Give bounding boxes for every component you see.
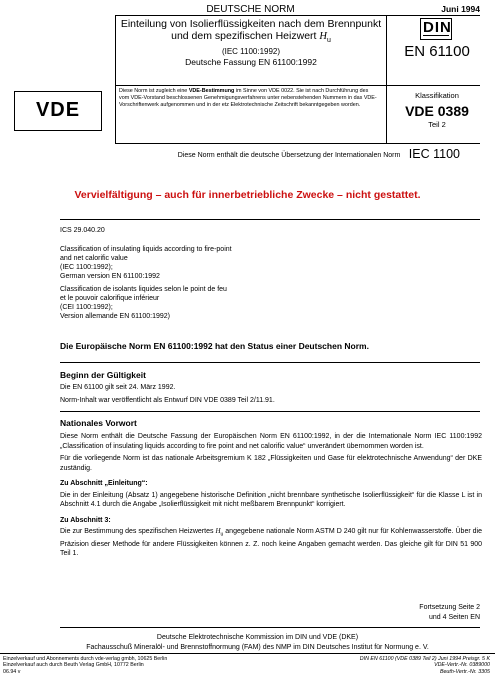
vde-notice: Diese Norm ist zugleich eine VDE-Bestimmung im Sinne von VDE 0022. Sie ist nach Durchführung des vom VDE-Vorstand beschlossenen Genehmigungsverfahrens unter nebenstehenden Nummern in das VDE-Vorschriftenwerk aufgenommen und in der etz Elektrotechnische Zeitschrift bekanntgegeben worden. xyxy=(119,88,377,108)
ics-code: ICS 29.040.20 xyxy=(60,227,105,234)
norm-type: DEUTSCHE NORM xyxy=(206,4,295,15)
foreword-paragraph-1: Diese Norm enthält die Deutsche Fassung der Europäischen Norm EN 61100:1992, in der die Internationale Norm IEC 1100:1992 „Classification of insulating liquids according to fire point and net calorific value“ unverändert übernommen worden ist. xyxy=(60,433,482,450)
german-version: Deutsche Fassung EN 61100:1992 xyxy=(185,57,317,68)
classification-part: Teil 2 xyxy=(428,120,446,129)
footer-rule xyxy=(0,653,495,654)
introduction-text: Die in der Einleitung (Absatz 1) angegebene historische Definition „nicht brennbare synthetische Isolierflüssigkeit“ für die Klasse L ist in Abschnitt 4.1 durch die Angabe „Isolierflüssigkeit mit nicht meßbarem Brennpunkt“ korrigiert. xyxy=(60,491,482,508)
validity-rule xyxy=(60,411,480,412)
din-logo: DIN xyxy=(420,18,452,40)
continuation-note: Fortsetzung Seite 2 und 4 Seiten EN xyxy=(419,604,480,621)
section-3-text: Die zur Bestimmung des spezifischen Heizwertes $H_u$ angegebene nationale Norm ASTM D 240 gilt nur für Kohlenwasserstoffe. Über die Präzision dieser Methode für andere Flüssigkeiten können z. Z. noch keine Angaben gemacht werden. Das gleiche gilt für DIN 51 900 Teil 1. xyxy=(60,527,482,558)
standard-number: EN 61100 xyxy=(404,43,470,60)
validity-heading: Beginn der Gültigkeit xyxy=(60,370,146,380)
classification-number: VDE 0389 xyxy=(405,103,469,119)
commission-block: Deutsche Elektrotechnische Kommission im DIN und VDE (DKE) Fachausschuß Mineralöl- und Brennstoffnormung (FAM) des NMP im DIN Deutsches Institut für Normung e. V. xyxy=(86,634,429,651)
document-title xyxy=(116,18,386,68)
publication-date: Juni 1994 xyxy=(441,4,480,14)
section-3-heading: Zu Abschnitt 3: xyxy=(60,516,111,524)
status-rule xyxy=(60,362,480,363)
warning-rule xyxy=(60,219,480,220)
classification-label: Klassifikation xyxy=(415,91,459,100)
foreword-paragraph-2: Für die vorliegende Norm ist das nationale Arbeitsgremium K 182 „Flüssigkeiten und Gase für elektrotechnische Anwendung“ der DKE zuständig. xyxy=(60,455,482,472)
iec-reference: (IEC 1100:1992) xyxy=(221,47,281,57)
title-subscript: u xyxy=(326,37,331,45)
header-bottom-rule xyxy=(115,143,480,144)
commission-rule xyxy=(60,627,480,628)
english-title: Classification of insulating liquids according to fire-point and net calorific value (IEC 1100:1992); German version EN 61100:1992 xyxy=(60,246,232,280)
validity-draft: Norm-Inhalt war veröffentlicht als Entwurf DIN VDE 0389 Teil 2/11.91. xyxy=(60,397,275,404)
reproduction-warning: Vervielfältigung – auch für innerbetriebliche Zwecke – nicht gestattet. xyxy=(74,189,421,201)
title-line-1: Einteilung von Isolierflüssigkeiten nach dem Brennpunkt xyxy=(120,18,382,30)
foreword-heading: Nationales Vorwort xyxy=(60,418,137,428)
iec-number: IEC 1100 xyxy=(408,147,460,161)
header-mid-rule xyxy=(115,85,480,86)
title-symbol: H xyxy=(319,31,327,42)
footer-right: DIN EN 61100 (VDE 0389 Teil 2) Juni 1994 Preisgr. 5 K VDE-Vertr.-Nr. 0389000 Beuth-Vertr.-Nr. 3305 xyxy=(359,656,490,675)
foreword-body xyxy=(60,432,482,559)
footer-left: Einzelverkauf und Abonnements durch vde-verlag gmbh, 10625 Berlin Einzelverkauf auch durch Beuth Verlag GmbH, 10772 Berlin 06.94 v xyxy=(3,656,168,675)
translation-note: Diese Norm enthält die deutsche Übersetzung der Internationalen Norm IEC 1100 xyxy=(177,147,460,161)
french-title: Classification de isolants liquides selon le point de feu et le pouvoir calorifique inférieur (CEI 1100:1992); Version allemande EN 61100:1992) xyxy=(60,286,227,320)
title-line-2: und dem spezifischen Heizwert $H_u$ xyxy=(171,30,331,45)
header-top-rule xyxy=(115,15,480,16)
validity-date: Die EN 61100 gilt seit 24. März 1992. xyxy=(60,384,176,391)
status-statement: Die Europäische Norm EN 61100:1992 hat den Status einer Deutschen Norm. xyxy=(60,341,369,351)
introduction-heading: Zu Abschnitt „Einleitung“: xyxy=(60,480,148,487)
vde-logo: VDE xyxy=(14,91,102,131)
